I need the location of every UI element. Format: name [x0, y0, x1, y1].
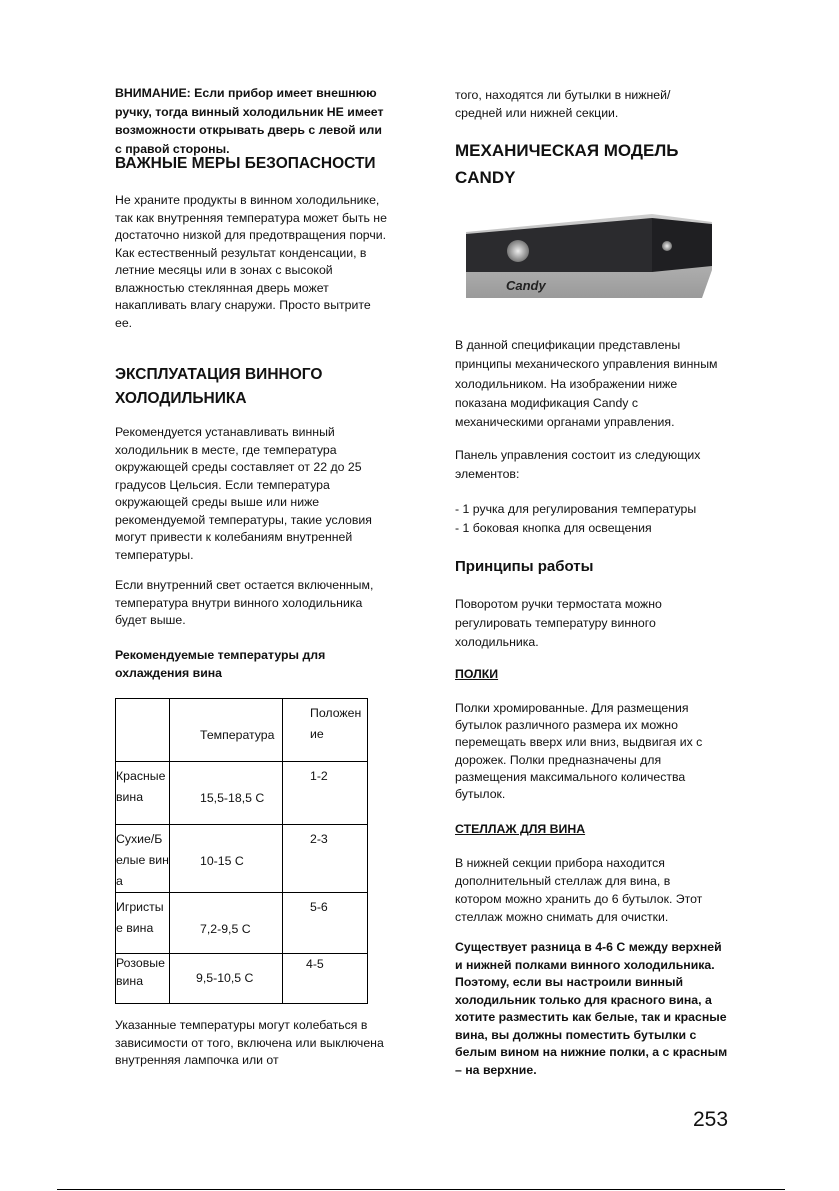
temperature-cell: 7,2-9,5 C: [170, 893, 283, 954]
temperature-note: Указанные температуры могут колебаться в зависимости от того, включена или выключена внутренняя лампочка или от: [115, 1018, 384, 1067]
temperature-cell: 9,5-10,5 C: [170, 954, 283, 1004]
position-cell: 2-3: [283, 825, 368, 893]
table-row: [116, 893, 368, 954]
shelves-text: Полки хромированные. Для размещения бутылок различного размера их можно перемещать вверх или вниз, выдвигая их с дорожек. Полки предназначены для размещения максимального количества бутылок.: [455, 701, 703, 802]
rack-text: В нижней секции прибора находится дополнительный стеллаж для вина, в котором можно хранить до 6 бутылок. Этот стеллаж можно снимать для очистки.: [455, 856, 703, 924]
header-cell: Температура: [170, 699, 283, 762]
temperature-difference-note: Существует разница в 4-6 С между верхней и нижней полками винного холодильника. Поэтому, если вы настроили винный холодильник только для красного вина, а хотите разместить как белые, так и красные вина, вы должны поместить бутылки с белым вином на нижние полки, а с красным – на верхние.: [455, 940, 728, 1077]
rack-heading: СТЕЛЛАЖ ДЛЯ ВИНА: [455, 822, 586, 836]
header-cell: [116, 699, 170, 762]
model-heading: МЕХАНИЧЕСКАЯ МОДЕЛЬ CANDY: [455, 141, 679, 187]
principles-heading: Принципы работы: [455, 558, 594, 575]
table-row: [116, 825, 368, 893]
safety-text: Не храните продукты в винном холодильнике, так как внутренняя температура может быть не достаточно низкой для предотвращения порчи. Как естественный результат конденсации, в летние месяцы или в зонах с высокой влажностью стеклянная дверь может накапливать влагу снаружи. Просто вытрите ее.: [115, 193, 387, 330]
wine-type-cell: Красные вина: [116, 762, 170, 825]
continued-text: того, находятся ли бутылки в нижней/средней или нижней секции.: [455, 88, 671, 120]
table-row: [116, 954, 368, 1004]
spec-text: В данной спецификации представлены принципы механического управления винным холодильником. На изображении ниже показана модификация Candy с механическими органами управления.: [455, 338, 718, 430]
position-cell: 1-2: [283, 762, 368, 825]
wine-type-cell: Игристые вина: [116, 893, 170, 954]
safety-heading: ВАЖНЫЕ МЕРЫ БЕЗОПАСНОСТИ: [115, 155, 376, 172]
warning-text: ВНИМАНИЕ: Если прибор имеет внешнюю ручку, тогда винный холодильник НЕ имеет возможности открывать дверь с левой или с правой стороны.: [115, 86, 384, 156]
table-row: [116, 762, 368, 825]
shelves-heading: ПОЛКИ: [455, 667, 499, 681]
controls-list: [455, 500, 730, 538]
page-number: 253: [693, 1108, 729, 1131]
operation-text-1: Рекомендуется устанавливать винный холодильник в месте, где температура окружающей среды составляет от 22 до 25 градусов Цельсия. Если температура окружающей среды выше или ниже рекомендуемой температуры, такие условия могут привести к колебаниям внутренней температуры.: [115, 425, 372, 562]
brand-logo: Candy: [506, 278, 546, 293]
wine-type-cell: Розовые вина: [116, 954, 170, 1004]
principles-text: Поворотом ручки термостата можно регулировать температуру винного холодильника.: [455, 597, 662, 649]
wine-type-cell: Сухие/Белые вина: [116, 825, 170, 893]
table-title: Рекомендуемые температуры для охлаждения вина: [115, 648, 326, 680]
header-cell: Положение: [283, 699, 368, 762]
temperature-cell: 10-15 C: [170, 825, 283, 893]
position-cell: 4-5: [283, 954, 368, 1004]
footer-rule: [57, 1189, 785, 1190]
operation-text-2: Если внутренний свет остается включенным, температура внутри винного холодильника будет выше.: [115, 578, 374, 627]
position-cell: 5-6: [283, 893, 368, 954]
table-header-row: [116, 699, 368, 762]
wine-temperature-table: [115, 698, 368, 1004]
temperature-cell: 15,5-18,5 C: [170, 762, 283, 825]
control-panel-image: [462, 210, 722, 306]
panel-text: Панель управления состоит из следующих элементов:: [455, 448, 701, 481]
operation-heading: ЭКСПЛУАТАЦИЯ ВИННОГО ХОЛОДИЛЬНИКА: [115, 366, 323, 407]
list-item: - 1 ручка для регулирования температуры: [455, 502, 697, 516]
list-item: - 1 боковая кнопка для освещения: [455, 521, 652, 535]
